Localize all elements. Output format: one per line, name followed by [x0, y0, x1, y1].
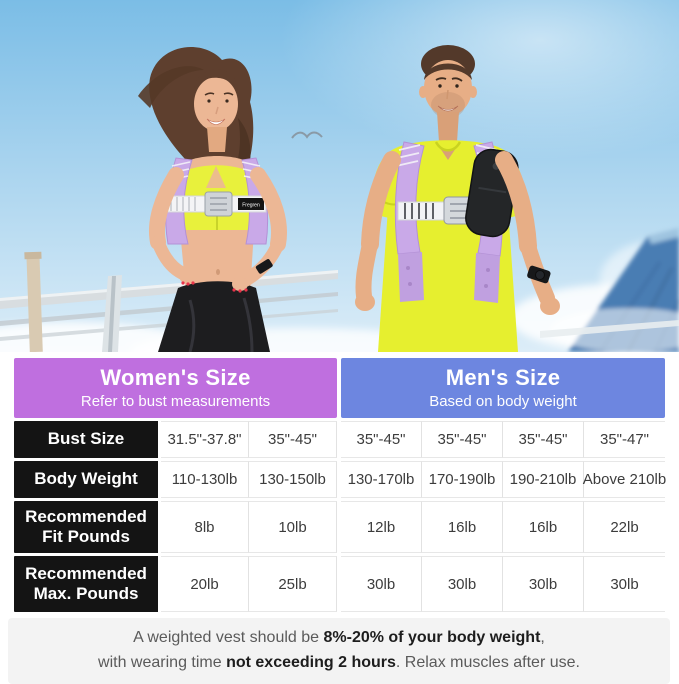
table-cell: 16lb [503, 501, 584, 553]
note-bold: not exceeding 2 hours [226, 654, 396, 671]
men-size-title: Men's Size [445, 365, 561, 390]
women-size-title: Women's Size [100, 365, 251, 390]
note-bold: 8%-20% of your body weight [323, 629, 541, 646]
table-cell: 35"-45" [249, 421, 337, 458]
table-cell: 20lb [161, 556, 249, 612]
table-row-recommended-fit-pounds [14, 501, 665, 553]
row-label: Recommended Max. Pounds [14, 556, 161, 612]
table-cell: 190-210lb [503, 461, 584, 498]
table-row-body-weight [14, 461, 665, 498]
table-cell: Above 210lb [584, 461, 665, 498]
table-cell: 31.5"-37.8" [161, 421, 249, 458]
table-cell: 110-130lb [161, 461, 249, 498]
row-label: Bust Size [14, 421, 161, 458]
table-cell: 30lb [341, 556, 422, 612]
table-row-recommended-max-pounds [14, 556, 665, 612]
table-cell: 35"-47" [584, 421, 665, 458]
table-cell: 170-190lb [422, 461, 503, 498]
usage-note [8, 618, 670, 684]
note-text: . Relax muscles after use. [395, 654, 580, 671]
table-cell: 35"-45" [422, 421, 503, 458]
size-chart [0, 358, 679, 684]
table-cell: 16lb [422, 501, 503, 553]
men-size-subtitle: Based on body weight [429, 393, 577, 410]
table-cell: 22lb [584, 501, 665, 553]
table-cell: 12lb [341, 501, 422, 553]
table-cell: 30lb [503, 556, 584, 612]
table-cell: 10lb [249, 501, 337, 553]
table-cell: 130-150lb [249, 461, 337, 498]
brand-label-text: Fregren [242, 202, 260, 209]
table-cell: 130-170lb [341, 461, 422, 498]
table-cell: 25lb [249, 556, 337, 612]
women-size-subtitle: Refer to bust measurements [80, 393, 271, 410]
table-cell: 35"-45" [341, 421, 422, 458]
usage-note-line1 [14, 625, 664, 650]
note-text: A weighted vest should be [133, 629, 324, 646]
table-cell: 30lb [422, 556, 503, 612]
note-text: with wearing time [98, 654, 227, 671]
women-size-header [14, 358, 337, 418]
table-cell: 8lb [161, 501, 249, 553]
men-size-header [341, 358, 665, 418]
table-cell: 30lb [584, 556, 665, 612]
chart-headers [14, 358, 665, 418]
row-label: Recommended Fit Pounds [14, 501, 161, 553]
usage-note-line2 [14, 650, 664, 675]
note-text: , [540, 629, 545, 646]
row-label: Body Weight [14, 461, 161, 498]
table-row-bust-size [14, 421, 665, 458]
table-cell: 35"-45" [503, 421, 584, 458]
